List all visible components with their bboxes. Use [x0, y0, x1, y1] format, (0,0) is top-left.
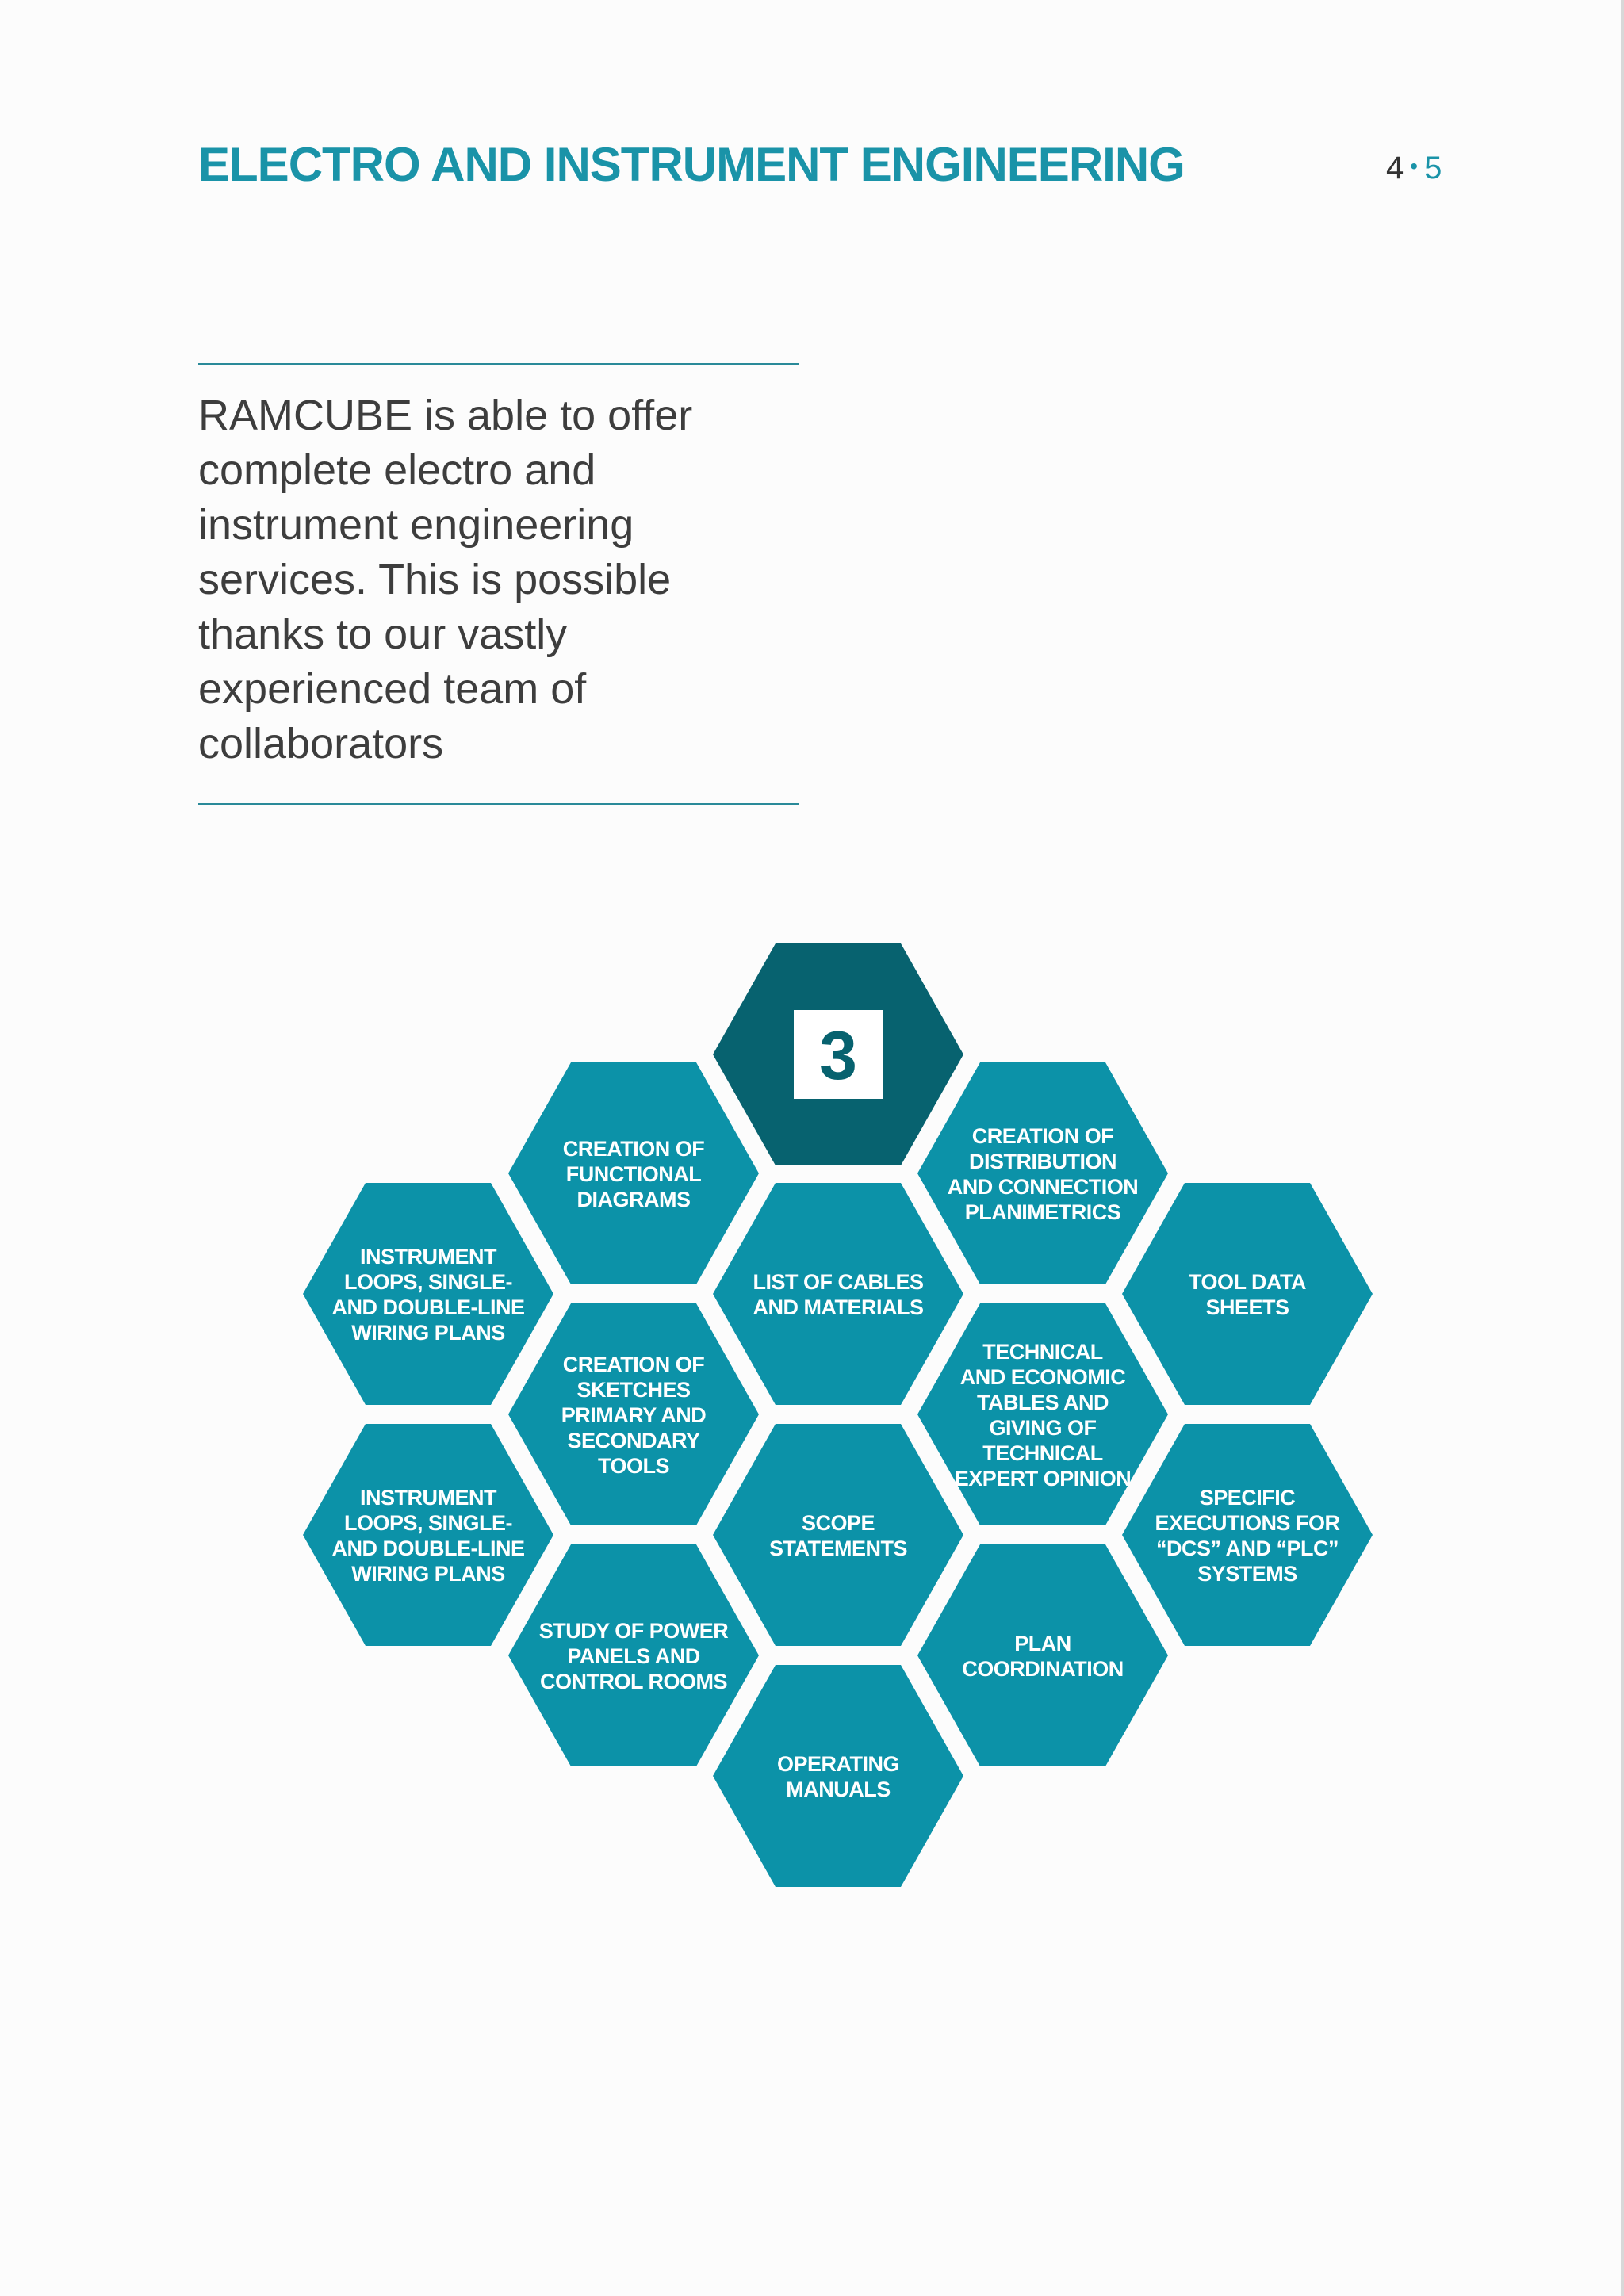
hex-label-line: PRIMARY AND [561, 1403, 707, 1427]
hexagon-shape [917, 1062, 1168, 1284]
hex-label-line: CONTROL ROOMS [540, 1670, 727, 1693]
hexagon-shape [713, 1424, 963, 1646]
hex-label-line: FUNCTIONAL [565, 1162, 702, 1186]
hex-cell-scope-statements [713, 1424, 963, 1646]
hex-label-line: AND MATERIALS [753, 1295, 924, 1319]
hex-cell-study-power-panels [508, 1544, 759, 1766]
hex-label-line: “DCS” AND “PLC” [1155, 1536, 1339, 1560]
hex-label-line: SYSTEMS [1197, 1562, 1297, 1586]
hex-cell-creation-functional-diagrams [508, 1062, 759, 1284]
hex-label-line: MANUALS [786, 1777, 891, 1801]
hex-cell-instrument-loops-2 [303, 1424, 553, 1646]
hex-label-line: WIRING PLANS [351, 1562, 505, 1586]
hexagon-shape [303, 1424, 553, 1646]
badge-hex [713, 943, 963, 1165]
hex-label-line: DIAGRAMS [576, 1188, 691, 1211]
badge-number: 3 [819, 1018, 857, 1094]
hexagon-shape [1122, 1424, 1373, 1646]
hex-label-line: AND CONNECTION [947, 1175, 1139, 1199]
hex-label-line: WIRING PLANS [351, 1321, 505, 1345]
hex-label-line: TOOLS [597, 1454, 670, 1478]
hexagon-shape [917, 1303, 1168, 1525]
hex-cell-instrument-loops-1 [303, 1183, 553, 1405]
hex-label-line: TECHNICAL [982, 1441, 1103, 1465]
hex-label-line: AND ECONOMIC [959, 1365, 1126, 1389]
hex-label-line: PLANIMETRICS [964, 1200, 1121, 1224]
hexagon-shape [917, 1544, 1168, 1766]
page-number-right: 5 [1424, 151, 1442, 186]
page-title: ELECTRO AND INSTRUMENT ENGINEERING [198, 138, 1185, 191]
hex-label-line: AND DOUBLE-LINE [331, 1295, 525, 1319]
hex-cell-plan-coordination [917, 1544, 1168, 1766]
hex-label-line: STUDY OF POWER [538, 1619, 729, 1643]
intro-paragraph: RAMCUBE is able to offer complete electro and instrument engineering services. This is possible thanks to our vastly experienced team of collaborators [198, 392, 693, 767]
service-cells [303, 1062, 1373, 1887]
hex-label-line: CREATION OF [562, 1353, 705, 1376]
hex-label-line: PANELS AND [567, 1644, 700, 1668]
hex-label-line: GIVING OF [989, 1416, 1097, 1440]
hex-label-line: LOOPS, SINGLE- [343, 1270, 513, 1294]
hex-label-line: SKETCHES [576, 1378, 691, 1402]
hex-label-line: CREATION OF [562, 1137, 705, 1161]
hex-label-line: INSTRUMENT [360, 1245, 496, 1269]
hexagon-shape [713, 1665, 963, 1887]
hex-label-line: TECHNICAL [982, 1340, 1103, 1364]
hex-label-line: CREATION OF [971, 1124, 1114, 1148]
hex-label-line: STATEMENTS [769, 1536, 907, 1560]
page-number-separator: • [1410, 154, 1419, 178]
hex-label-line: INSTRUMENT [360, 1486, 496, 1510]
hex-cell-specific-executions [1122, 1424, 1373, 1646]
hex-cell-list-of-cables [713, 1183, 963, 1405]
hex-label-line: LOOPS, SINGLE- [343, 1511, 513, 1535]
hex-label-line: COORDINATION [962, 1657, 1124, 1681]
hexagon-shape [303, 1183, 553, 1405]
hex-label-line: LIST OF CABLES [753, 1270, 924, 1294]
hex-label-line: PLAN [1014, 1632, 1071, 1655]
hex-label-line: SPECIFIC [1199, 1486, 1296, 1510]
hex-label-line: AND DOUBLE-LINE [331, 1536, 525, 1560]
hex-label-line: TOOL DATA [1189, 1270, 1306, 1294]
hex-label-line: SCOPE [801, 1511, 875, 1535]
hex-cell-creation-sketches [508, 1303, 759, 1525]
hex-label-line: TABLES AND [977, 1391, 1109, 1414]
hex-cell-technical-economic-tables [917, 1303, 1168, 1525]
hex-label-line: EXECUTIONS FOR [1155, 1511, 1340, 1535]
hexagon-shape [1122, 1183, 1373, 1405]
hex-label-line: SECONDARY [567, 1429, 700, 1452]
hex-cell-operating-manuals [713, 1665, 963, 1887]
hex-label-line: OPERATING [776, 1752, 900, 1776]
hex-cell-tool-data-sheets [1122, 1183, 1373, 1405]
hex-label-line: SHEETS [1205, 1295, 1289, 1319]
hexagon-shape [713, 1183, 963, 1405]
hex-label-line: EXPERT OPINION [954, 1467, 1132, 1490]
page-number-left: 4 [1386, 151, 1404, 186]
hex-cell-creation-distribution-planimetrics [917, 1062, 1168, 1284]
hex-label-line: DISTRIBUTION [969, 1150, 1116, 1173]
